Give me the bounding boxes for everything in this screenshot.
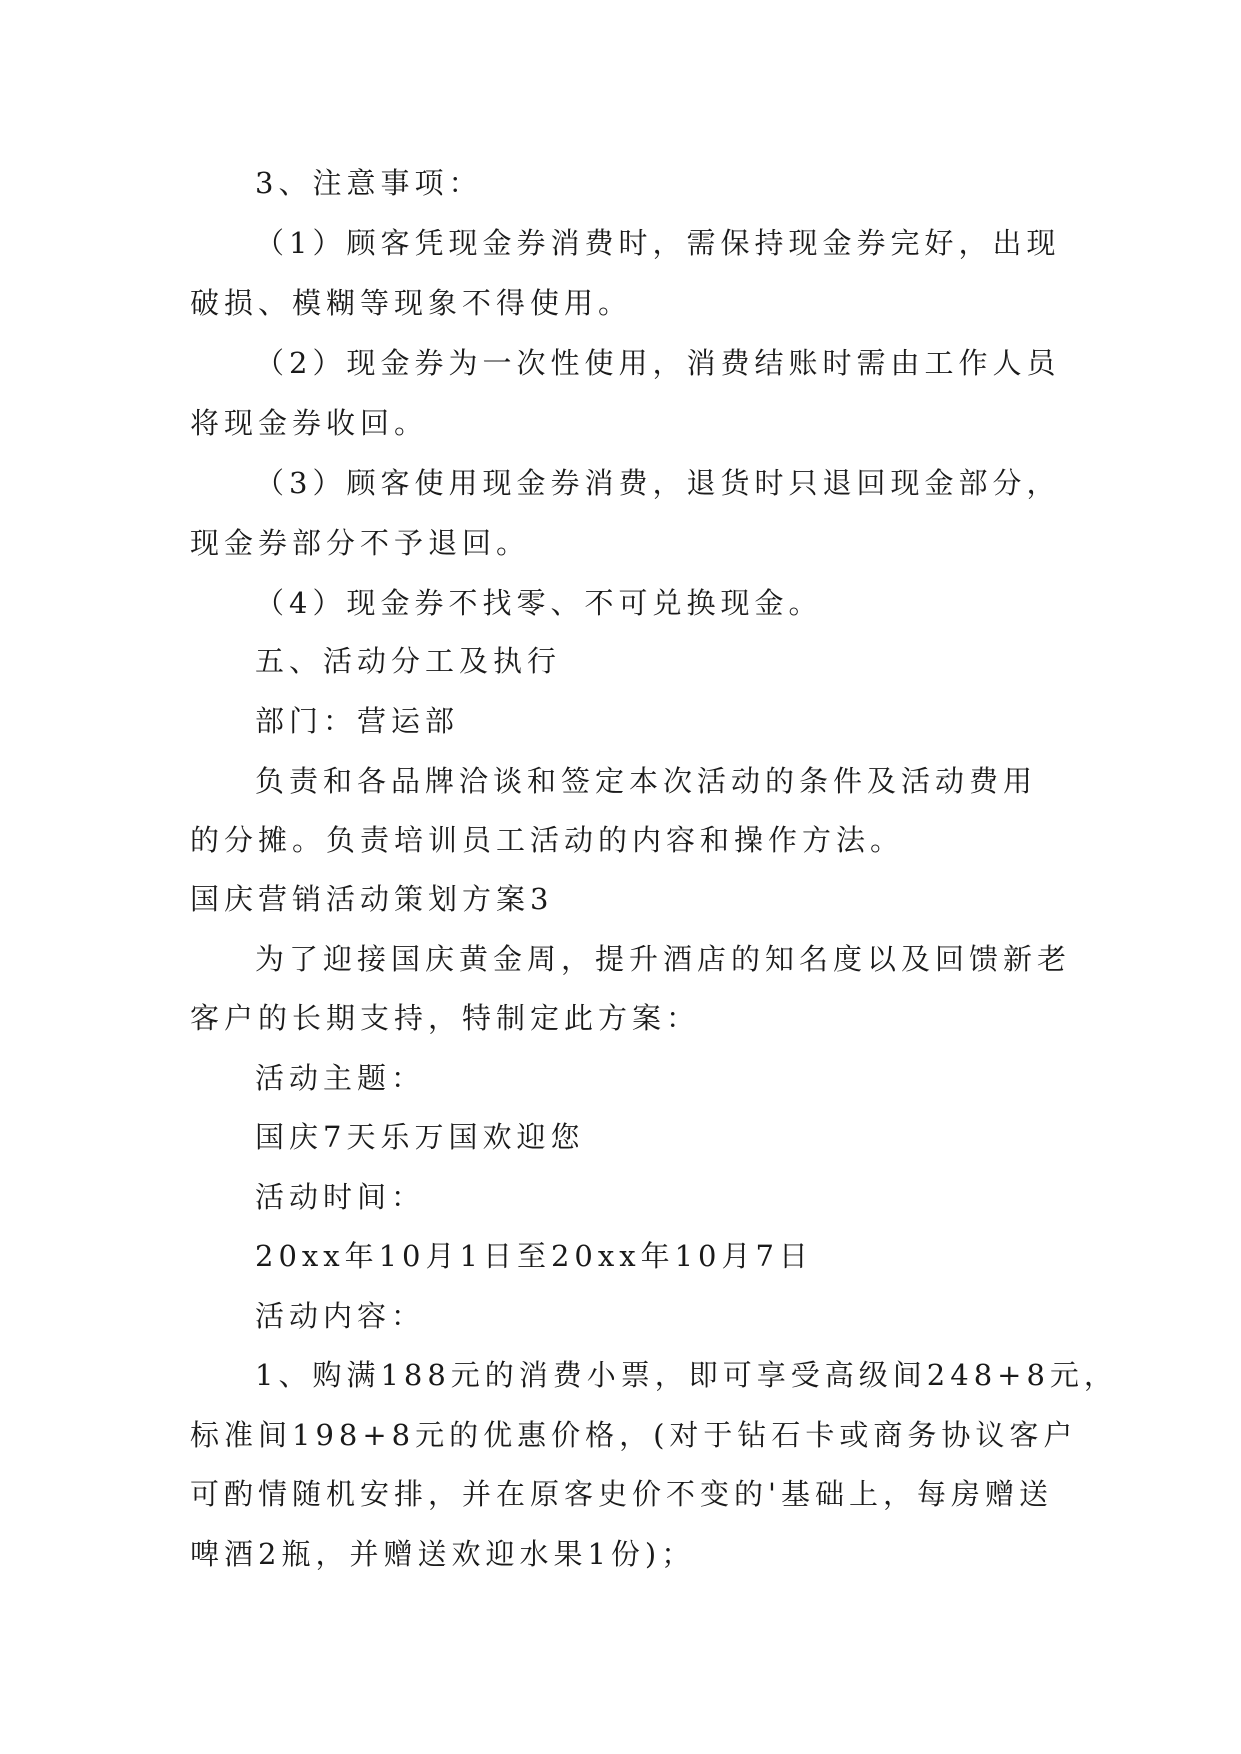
paragraph-line: 1、购满188元的消费小票，即可享受高级间248+8元， bbox=[255, 1358, 1118, 1392]
label-time: 活动时间： bbox=[255, 1180, 426, 1214]
document-title: 国庆营销活动策划方案3 bbox=[190, 882, 554, 916]
paragraph-line: 为了迎接国庆黄金周，提升酒店的知名度以及回馈新老 bbox=[255, 942, 1072, 976]
paragraph-line: 部门：营运部 bbox=[255, 704, 460, 738]
label-content: 活动内容： bbox=[255, 1299, 426, 1333]
paragraph-line: 客户的长期支持，特制定此方案： bbox=[190, 1001, 701, 1035]
paragraph-line: 负责和各品牌洽谈和签定本次活动的条件及活动费用 bbox=[255, 764, 1038, 798]
value-theme: 国庆7天乐万国欢迎您 bbox=[255, 1120, 585, 1154]
paragraph-line: （2）现金券为一次性使用，消费结账时需由工作人员 bbox=[255, 346, 1061, 380]
paragraph-line: （4）现金券不找零、不可兑换现金。 bbox=[255, 586, 823, 620]
value-time: 20xx年10月1日至20xx年10月7日 bbox=[255, 1239, 813, 1273]
paragraph-line: （1）顾客凭现金券消费时，需保持现金券完好，出现 bbox=[255, 226, 1061, 260]
paragraph-line: 的分摊。负责培训员工活动的内容和操作方法。 bbox=[190, 823, 905, 857]
section-heading-division: 五、活动分工及执行 bbox=[255, 644, 562, 678]
paragraph-line: 现金券部分不予退回。 bbox=[190, 526, 531, 560]
paragraph-line: 啤酒2瓶，并赠送欢迎水果1份)； bbox=[190, 1537, 696, 1571]
label-theme: 活动主题： bbox=[255, 1061, 426, 1095]
paragraph-line: 破损、模糊等现象不得使用。 bbox=[190, 286, 633, 320]
paragraph-line: 标准间198+8元的优惠价格，(对于钻石卡或商务协议客户 bbox=[190, 1418, 1078, 1452]
paragraph-line: （3）顾客使用现金券消费，退货时只退回现金部分， bbox=[255, 466, 1061, 500]
paragraph-line: 将现金券收回。 bbox=[190, 406, 429, 440]
paragraph-line: 可酌情随机安排，并在原客史价不变的'基础上，每房赠送 bbox=[190, 1477, 1053, 1511]
section-heading-notes: 3、注意事项： bbox=[255, 166, 483, 200]
